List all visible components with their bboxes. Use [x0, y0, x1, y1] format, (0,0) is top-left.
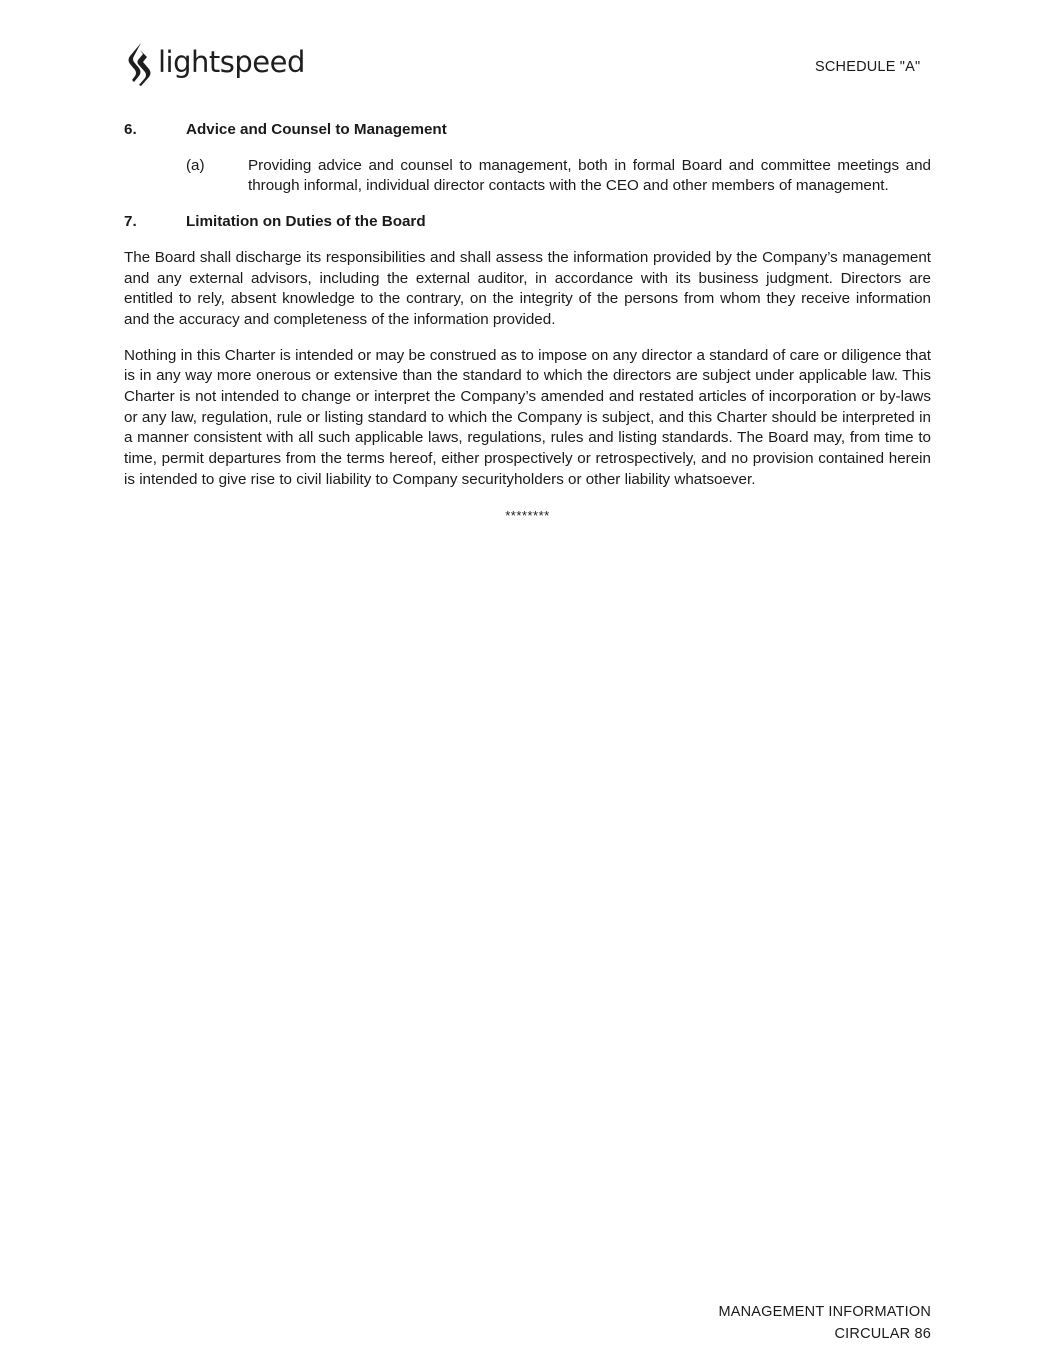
document-body [124, 120, 931, 526]
list-item-text: Providing advice and counsel to management, both in formal Board and committee meetings and through informal, individual director contacts with the CEO and other members of management. [248, 156, 931, 195]
section-number: 6. [124, 121, 137, 138]
section-number: 7. [124, 213, 137, 231]
page-footer [718, 1301, 931, 1345]
paragraph: Nothing in this Charter is intended or may be construed as to impose on any director a standard of care or diligence that is in any way more onerous or extensive than the standard to which the directors are subject under applicable law. This Charter is not intended to change or interpret the Company’s amended and restated articles of incorporation or by-laws or any law, regulation, rule or listing standard to which the Company is subject, and this Charter should be interpreted in a manner consistent with all such applicable laws, regulations, rules and listing standards. The Board may, from time to time, permit departures from the terms hereof, either prospectively or retrospectively, and no provision contained herein is intended to give rise to civil liability to Company securityholders or other liability whatsoever. [124, 346, 931, 488]
schedule-label: SCHEDULE "A" [815, 59, 921, 75]
company-logo [126, 42, 305, 86]
section-heading [124, 120, 931, 141]
paragraph: The Board shall discharge its responsibilities and shall assess the information provided by the Company’s management and any external advisors, including the external auditor, in accordance with its business judgment. Directors are entitled to rely, absent knowledge to the contrary, on the integrity of the persons from whom they receive information and the accuracy and completeness of the information provided. [124, 248, 931, 328]
list-item [186, 156, 931, 197]
end-marker: ******** [505, 507, 550, 523]
footer-page-number: CIRCULAR 86 [834, 1326, 931, 1342]
footer-line: MANAGEMENT INFORMATION [718, 1304, 931, 1320]
logo-wordmark: lightspeed [158, 44, 305, 79]
lightspeed-flame-icon [126, 42, 154, 86]
section-title: Advice and Counsel to Management [186, 121, 447, 138]
section-heading [124, 212, 931, 233]
list-item-letter: (a) [186, 156, 205, 174]
section-title: Limitation on Duties of the Board [186, 213, 426, 231]
